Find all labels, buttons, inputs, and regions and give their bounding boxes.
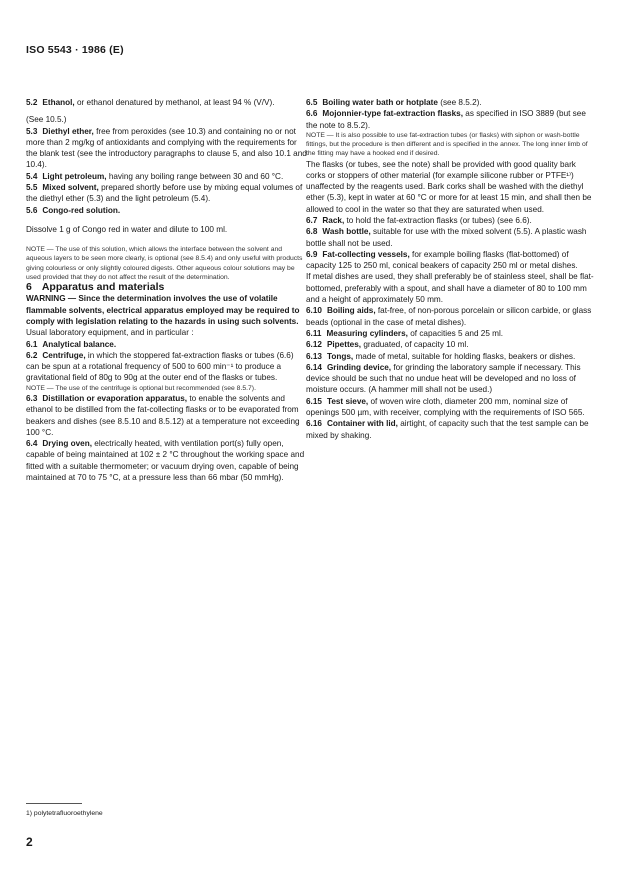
clause-number: 6.4 [26, 439, 38, 449]
clause-text: free from peroxides (see 10.3) and containing no or not more than 2 mg/kg of antioxidants and complying with the requirements for the blank test (see the introductory paragraphs to clause 5, and also 10.1 and 10.4). [26, 126, 307, 170]
flasks-paragraph: The flasks (or tubes, see the note) shall be provided with good quality bark corks or stoppers of other material (for example silicone rubber or PTFE¹⁾) unaffected by the reagents used. Bark corks shall be washed with the diethyl ether (5.3), kept in water at 60 °C or more for at least 15 min, and shall then be allowed to cool in the water so that they are saturated when used. [306, 159, 592, 214]
clause-text: fat-free, of non-porous porcelain or silicon carbide, or glass beads (optional in the case of metal dishes). [306, 306, 592, 327]
clause-number: 5.5 [26, 183, 38, 193]
clause-title: Test sieve, [326, 396, 369, 406]
footnote-divider [26, 803, 82, 804]
clause-title: Tongs, [326, 351, 354, 361]
clause-title: Rack, [322, 215, 345, 225]
clause-title: Distillation or evaporation apparatus, [42, 393, 188, 403]
document-header: ISO 5543 · 1986 (E) [26, 44, 124, 56]
clause-number: 5.6 [26, 205, 38, 215]
clause-number: 6.11 [306, 328, 322, 338]
clause-title: Congo-red solution. [42, 205, 121, 215]
clause-title: Grinding device, [326, 362, 392, 372]
clause-text: having any boiling range between 30 and 60 °C. [108, 171, 284, 181]
note-centrifuge: NOTE — The use of the centrifuge is optional but recommended (see 8.5.7). [26, 384, 256, 392]
clause-text: graduated, of capacity 10 ml. [363, 340, 469, 350]
clause-number: 6.1 [26, 339, 38, 349]
clause-text: electrically heated, with ventilation port(s) fully open, capable of being maintained at 102 ± 2 °C throughout the working space and fitted with a suitable thermometer; or vacuum drying oven, capable of being maintained at 70 to 75 °C, at a pressure less than 66 mbar (50 mmHg). [26, 439, 305, 483]
usual-equipment: Usual laboratory equipment, and in particular : [26, 328, 194, 338]
clause-text: to enable the solvents and ethanol to be distilled from the fat-collecting flasks or to be evaporated from beakers and dishes (see 8.5.10 and 8.5.12) at a temperature not exceeding 100 °C. [26, 393, 300, 437]
clause-6-5 [306, 97, 596, 108]
clause-5-6-text: Dissolve 1 g of Congo red in water and dilute to 100 ml. [26, 224, 228, 234]
clause-text: or ethanol denatured by methanol, at least 94 % (V/V). [76, 98, 275, 107]
clause-5-6 [26, 205, 308, 216]
clause-text: in which the stoppered fat-extraction flasks or tubes (6.6) can be spun at a rotational frequency of 500 to 600 min⁻¹ to produce a gravitational field of 80g to 90g at the outer end of the flasks or tubes. [26, 350, 294, 383]
clause-number: 6.9 [306, 249, 318, 259]
clause-text: of woven wire cloth, diameter 200 mm, nominal size of openings 500 µm, with receiver, complying with the requirements of ISO 565. [306, 396, 585, 418]
clause-text: airtight, of capacity such that the test sample can be mixed by shaking. [306, 419, 589, 440]
metal-dishes-paragraph: If metal dishes are used, they shall preferably be of stainless steel, shall be flat-bottomed, preferably with a spout, and shall have a diameter of 80 to 100 mm and a height of approximately 50 mm. [306, 272, 594, 305]
clause-text: (see 8.5.2). [440, 98, 482, 107]
clause-title: Mojonnier-type fat-extraction flasks, [322, 109, 463, 119]
footnote: 1) polytetrafluoroethylene [26, 810, 103, 817]
clause-6-13 [306, 351, 596, 362]
clause-text: suitable for use with the mixed solvent (5.5). A plastic wash bottle shall not be used. [306, 227, 587, 248]
clause-number: 6.2 [26, 350, 38, 360]
clause-title: Wash bottle, [322, 227, 371, 237]
clause-5-3 [26, 126, 308, 171]
clause-6-10 [306, 305, 596, 328]
clause-6-3 [26, 393, 308, 438]
clause-text: to hold the fat-extraction flasks (or tubes) (see 6.6). [346, 215, 532, 225]
clause-6-1 [26, 339, 308, 350]
clause-title: Centrifuge, [42, 350, 86, 360]
clause-title: Mixed solvent, [42, 183, 99, 193]
clause-6-16 [306, 418, 596, 441]
clause-number: 5.2 [26, 98, 38, 107]
clause-number: 6.14 [306, 362, 322, 372]
clause-number: 5.3 [26, 126, 38, 136]
clause-title: Analytical balance. [42, 339, 117, 349]
warning-paragraph [26, 293, 308, 327]
clause-number: 6.3 [26, 393, 38, 403]
clause-title: Diethyl ether, [42, 126, 94, 136]
clause-6-8 [306, 226, 596, 249]
clause-6-7 [306, 215, 596, 226]
clause-5-5 [26, 182, 308, 205]
clause-6-9 [306, 249, 596, 272]
clause-5-2-ref: (See 10.5.) [26, 115, 67, 125]
clause-title: Light petroleum, [42, 171, 107, 181]
left-column [26, 97, 308, 483]
clause-title: Container with lid, [326, 419, 398, 429]
clause-title: Measuring cylinders, [326, 328, 408, 338]
clause-title: Ethanol, [42, 98, 75, 107]
clause-text: for grinding the laboratory sample if necessary. This device should be such that no undue heat will be developed and no loss of moisture occurs. (A hammer mill shall not be used.) [306, 362, 581, 395]
clause-number: 6.6 [306, 109, 318, 119]
note-congo-red: NOTE — The use of this solution, which allows the interface between the solvent and aqueous layers to be seen more clearly, is optional (see 8.5.4) and only useful with products giving colourless or only slightly coloured digests. Other aqueous colour solutions may be used provided that they do not affect the result of the determination. [26, 246, 303, 281]
clause-6-4 [26, 438, 308, 483]
clause-6-15 [306, 396, 596, 419]
clause-title: Drying oven, [42, 439, 92, 449]
clause-number: 6.15 [306, 396, 322, 406]
right-column [306, 97, 596, 441]
warning-text: Since the determination involves the use of volatile flammable solvents, electrical apparatus employed may be required to comply with legislation relating to the hazards in using such solvents. [26, 294, 300, 326]
clause-5-2 [26, 97, 308, 108]
clause-number: 6.5 [306, 98, 318, 107]
clause-number: 6.13 [306, 351, 322, 361]
clause-number: 6.7 [306, 215, 318, 225]
page-number: 2 [26, 835, 33, 849]
clause-6-12 [306, 339, 596, 350]
clause-title: Boiling water bath or hotplate [322, 98, 438, 107]
clause-text: for example boiling flasks (flat-bottomed) of capacity 125 to 250 ml, conical beakers of capacity 250 ml or metal dishes. [306, 249, 578, 271]
clause-5-4 [26, 171, 308, 182]
clause-number: 6.16 [306, 419, 322, 429]
section-title: Apparatus and materials [41, 281, 165, 294]
clause-title: Fat-collecting vessels, [322, 249, 410, 259]
clause-text: of capacities 5 and 25 ml. [410, 328, 504, 338]
clause-6-6 [306, 108, 596, 131]
clause-number: 6.10 [306, 306, 322, 316]
clause-6-14 [306, 362, 596, 396]
clause-text: made of metal, suitable for holding flasks, beakers or dishes. [355, 351, 576, 361]
clause-number: 6.8 [306, 227, 318, 237]
section-6-heading [26, 282, 308, 293]
section-number: 6 [26, 281, 32, 294]
warning-label: WARNING — [26, 294, 77, 304]
clause-6-2 [26, 350, 308, 384]
clause-number: 6.12 [306, 340, 322, 350]
clause-title: Pipettes, [326, 340, 362, 350]
clause-text: prepared shortly before use by mixing equal volumes of the diethyl ether (5.3) and the light petroleum (5.4). [26, 183, 303, 204]
clause-number: 5.4 [26, 171, 38, 181]
note-extraction-tubes: NOTE — It is also possible to use fat-extraction tubes (or flasks) with siphon or wash-bottle fittings, but the procedure is then different and is specified in the annex. The long inner limb of the fitting may have a hooked end if desired. [306, 131, 588, 158]
clause-text: as specified in ISO 3889 (but see the note to 8.5.2). [306, 109, 586, 130]
clause-6-11 [306, 328, 596, 339]
clause-title: Boiling aids, [326, 306, 376, 316]
